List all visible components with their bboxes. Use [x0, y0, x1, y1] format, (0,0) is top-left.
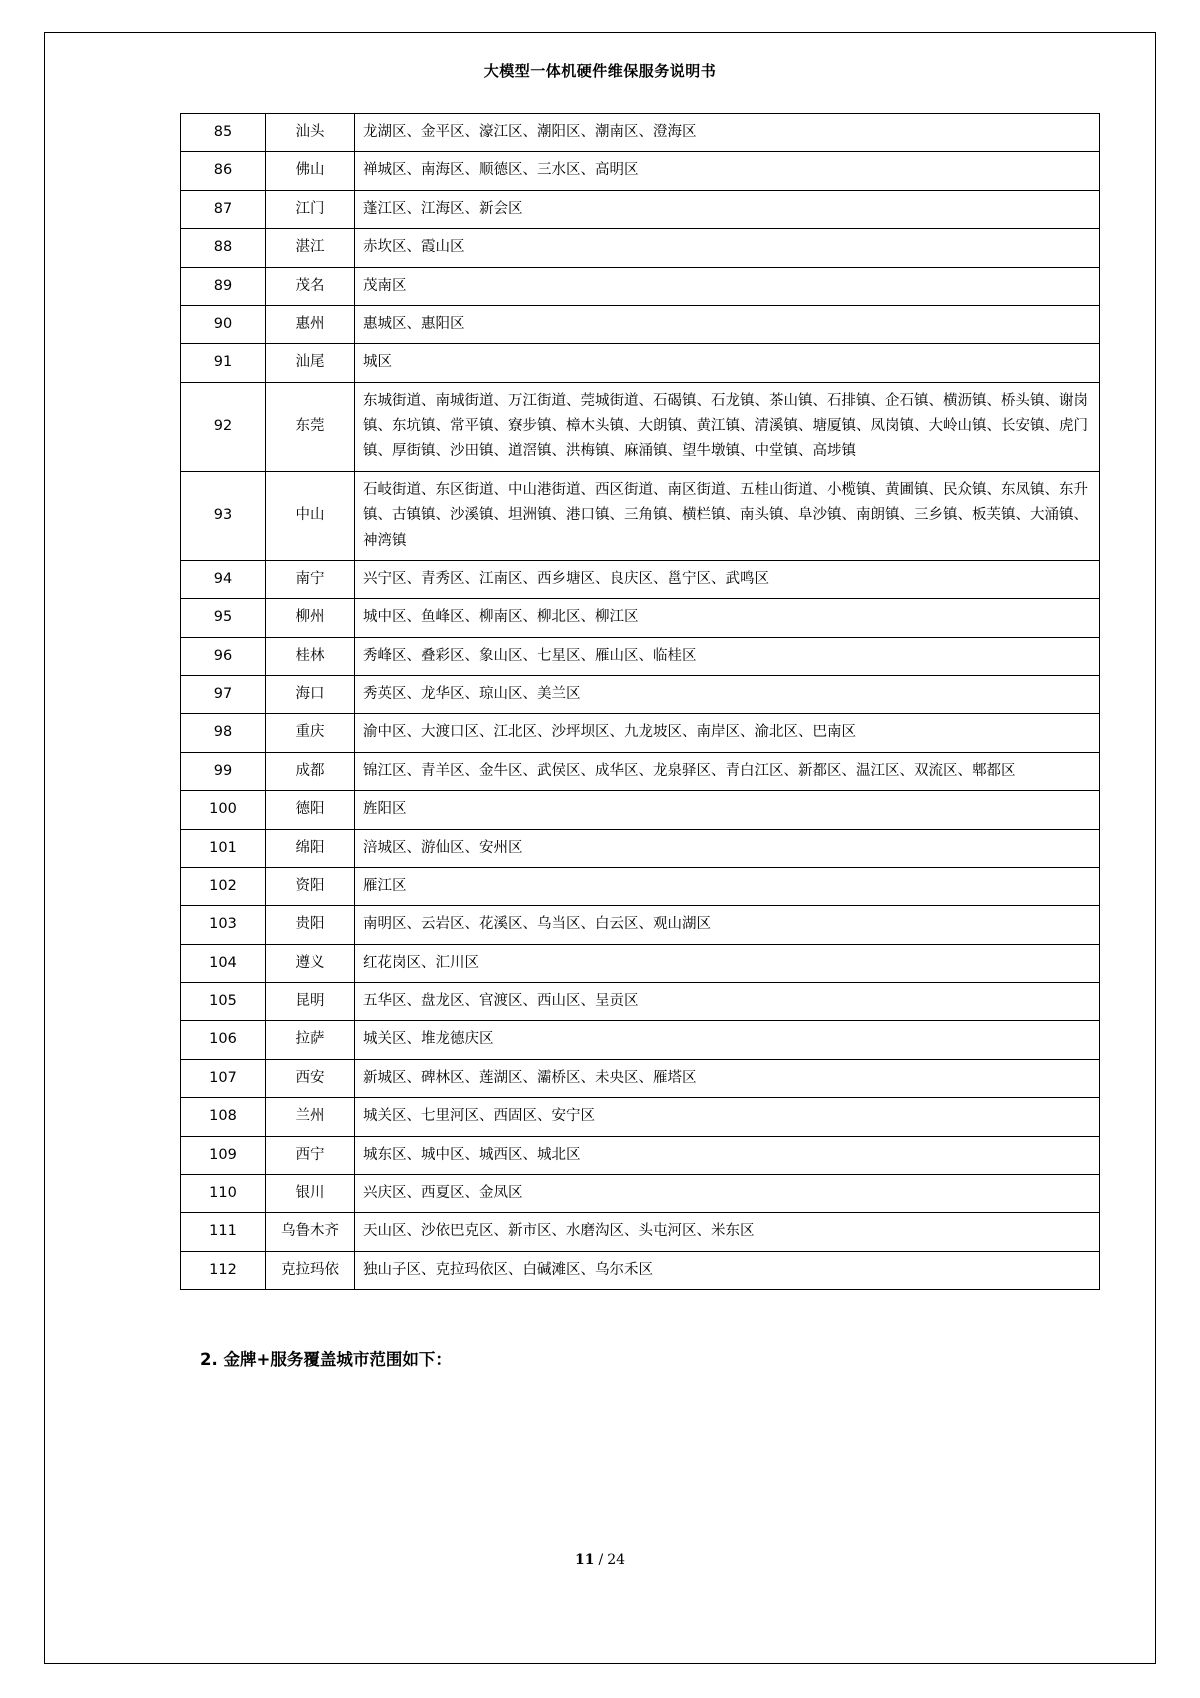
row-areas: 涪城区、游仙区、安州区 [355, 829, 1100, 867]
table-row [181, 1213, 1100, 1251]
table-row [181, 1136, 1100, 1174]
row-number: 99 [181, 752, 266, 790]
row-city: 海口 [266, 676, 355, 714]
row-number: 91 [181, 344, 266, 382]
footer-separator: / [598, 1552, 604, 1568]
row-areas: 城关区、堆龙德庆区 [355, 1021, 1100, 1059]
row-areas: 渝中区、大渡口区、江北区、沙坪坝区、九龙坡区、南岸区、渝北区、巴南区 [355, 714, 1100, 752]
row-areas: 雁江区 [355, 867, 1100, 905]
row-number: 105 [181, 983, 266, 1021]
table-row [181, 944, 1100, 982]
table-row [181, 906, 1100, 944]
table-row [181, 1174, 1100, 1212]
table-row [181, 305, 1100, 343]
row-city: 拉萨 [266, 1021, 355, 1059]
table-body [181, 114, 1100, 1290]
document-header-title: 大模型一体机硬件维保服务说明书 [483, 62, 717, 80]
row-areas: 兴宁区、青秀区、江南区、西乡塘区、良庆区、邕宁区、武鸣区 [355, 560, 1100, 598]
row-city: 汕尾 [266, 344, 355, 382]
row-areas: 天山区、沙依巴克区、新市区、水磨沟区、头屯河区、米东区 [355, 1213, 1100, 1251]
row-city: 汕头 [266, 114, 355, 152]
row-number: 87 [181, 190, 266, 228]
table-row [181, 676, 1100, 714]
row-city: 乌鲁木齐 [266, 1213, 355, 1251]
table-row [181, 1021, 1100, 1059]
row-city: 西宁 [266, 1136, 355, 1174]
row-number: 98 [181, 714, 266, 752]
table-row [181, 190, 1100, 228]
table-row [181, 560, 1100, 598]
table-row [181, 152, 1100, 190]
footer-total-pages: 24 [607, 1552, 626, 1568]
row-number: 88 [181, 229, 266, 267]
row-city: 南宁 [266, 560, 355, 598]
row-number: 97 [181, 676, 266, 714]
row-city: 绵阳 [266, 829, 355, 867]
page-content [80, 60, 1120, 1370]
row-city: 遵义 [266, 944, 355, 982]
row-number: 94 [181, 560, 266, 598]
table-row [181, 599, 1100, 637]
row-number: 109 [181, 1136, 266, 1174]
row-number: 103 [181, 906, 266, 944]
row-areas: 龙湖区、金平区、濠江区、潮阳区、潮南区、澄海区 [355, 114, 1100, 152]
row-areas: 城中区、鱼峰区、柳南区、柳北区、柳江区 [355, 599, 1100, 637]
row-number: 101 [181, 829, 266, 867]
table-row [181, 267, 1100, 305]
row-number: 90 [181, 305, 266, 343]
row-number: 111 [181, 1213, 266, 1251]
row-city: 银川 [266, 1174, 355, 1212]
footer-current-page: 11 [574, 1552, 595, 1568]
row-city: 湛江 [266, 229, 355, 267]
table-row [181, 382, 1100, 471]
row-areas: 禅城区、南海区、顺德区、三水区、高明区 [355, 152, 1100, 190]
row-areas: 锦江区、青羊区、金牛区、武侯区、成华区、龙泉驿区、青白江区、新都区、温江区、双流区、郫都区 [355, 752, 1100, 790]
row-city: 成都 [266, 752, 355, 790]
row-city: 江门 [266, 190, 355, 228]
row-number: 107 [181, 1059, 266, 1097]
table-row [181, 114, 1100, 152]
row-areas: 旌阳区 [355, 791, 1100, 829]
table-row [181, 983, 1100, 1021]
table-row [181, 1251, 1100, 1289]
row-areas: 城关区、七里河区、西固区、安宁区 [355, 1098, 1100, 1136]
table-row [181, 637, 1100, 675]
table-row [181, 1059, 1100, 1097]
row-city: 茂名 [266, 267, 355, 305]
row-areas: 红花岗区、汇川区 [355, 944, 1100, 982]
row-number: 96 [181, 637, 266, 675]
table-row [181, 829, 1100, 867]
row-number: 104 [181, 944, 266, 982]
row-city: 佛山 [266, 152, 355, 190]
row-city: 昆明 [266, 983, 355, 1021]
row-number: 102 [181, 867, 266, 905]
row-areas: 赤坎区、霞山区 [355, 229, 1100, 267]
page-footer [0, 1552, 1200, 1568]
table-row [181, 714, 1100, 752]
table-row [181, 344, 1100, 382]
row-areas: 城东区、城中区、城西区、城北区 [355, 1136, 1100, 1174]
row-number: 108 [181, 1098, 266, 1136]
section-title: 2. 金牌+服务覆盖城市范围如下： [200, 1350, 452, 1369]
row-areas: 惠城区、惠阳区 [355, 305, 1100, 343]
row-city: 重庆 [266, 714, 355, 752]
row-city: 西安 [266, 1059, 355, 1097]
row-number: 92 [181, 382, 266, 471]
row-city: 贵阳 [266, 906, 355, 944]
row-number: 86 [181, 152, 266, 190]
row-number: 106 [181, 1021, 266, 1059]
row-areas: 新城区、碑林区、莲湖区、灞桥区、未央区、雁塔区 [355, 1059, 1100, 1097]
row-city: 中山 [266, 471, 355, 560]
row-number: 112 [181, 1251, 266, 1289]
row-number: 85 [181, 114, 266, 152]
row-areas: 兴庆区、西夏区、金凤区 [355, 1174, 1100, 1212]
row-areas: 秀英区、龙华区、琼山区、美兰区 [355, 676, 1100, 714]
row-city: 资阳 [266, 867, 355, 905]
row-city: 德阳 [266, 791, 355, 829]
row-areas: 东城街道、南城街道、万江街道、莞城街道、石碣镇、石龙镇、茶山镇、石排镇、企石镇、横沥镇、桥头镇、谢岗镇、东坑镇、常平镇、寮步镇、樟木头镇、大朗镇、黄江镇、清溪镇、塘厦镇、凤岗镇、大岭山镇、长安镇、虎门镇、厚街镇、沙田镇、道滘镇、洪梅镇、麻涌镇、望牛墩镇、中堂镇、高埗镇 [355, 382, 1100, 471]
row-number: 93 [181, 471, 266, 560]
table-row [181, 229, 1100, 267]
row-areas: 五华区、盘龙区、官渡区、西山区、呈贡区 [355, 983, 1100, 1021]
table-row [181, 791, 1100, 829]
row-number: 95 [181, 599, 266, 637]
row-city: 克拉玛依 [266, 1251, 355, 1289]
service-coverage-table [180, 113, 1100, 1290]
row-areas: 蓬江区、江海区、新会区 [355, 190, 1100, 228]
row-areas: 独山子区、克拉玛依区、白碱滩区、乌尔禾区 [355, 1251, 1100, 1289]
row-areas: 南明区、云岩区、花溪区、乌当区、白云区、观山湖区 [355, 906, 1100, 944]
row-areas: 石岐街道、东区街道、中山港街道、西区街道、南区街道、五桂山街道、小榄镇、黄圃镇、民众镇、东凤镇、东升镇、古镇镇、沙溪镇、坦洲镇、港口镇、三角镇、横栏镇、南头镇、阜沙镇、南朗镇、三乡镇、板芙镇、大涌镇、神湾镇 [355, 471, 1100, 560]
row-number: 110 [181, 1174, 266, 1212]
row-areas: 茂南区 [355, 267, 1100, 305]
table-row [181, 867, 1100, 905]
table-row [181, 471, 1100, 560]
row-number: 100 [181, 791, 266, 829]
row-city: 东莞 [266, 382, 355, 471]
table-row [181, 1098, 1100, 1136]
table-row [181, 752, 1100, 790]
row-city: 兰州 [266, 1098, 355, 1136]
row-number: 89 [181, 267, 266, 305]
row-city: 惠州 [266, 305, 355, 343]
row-areas: 秀峰区、叠彩区、象山区、七星区、雁山区、临桂区 [355, 637, 1100, 675]
row-areas: 城区 [355, 344, 1100, 382]
row-city: 桂林 [266, 637, 355, 675]
row-city: 柳州 [266, 599, 355, 637]
